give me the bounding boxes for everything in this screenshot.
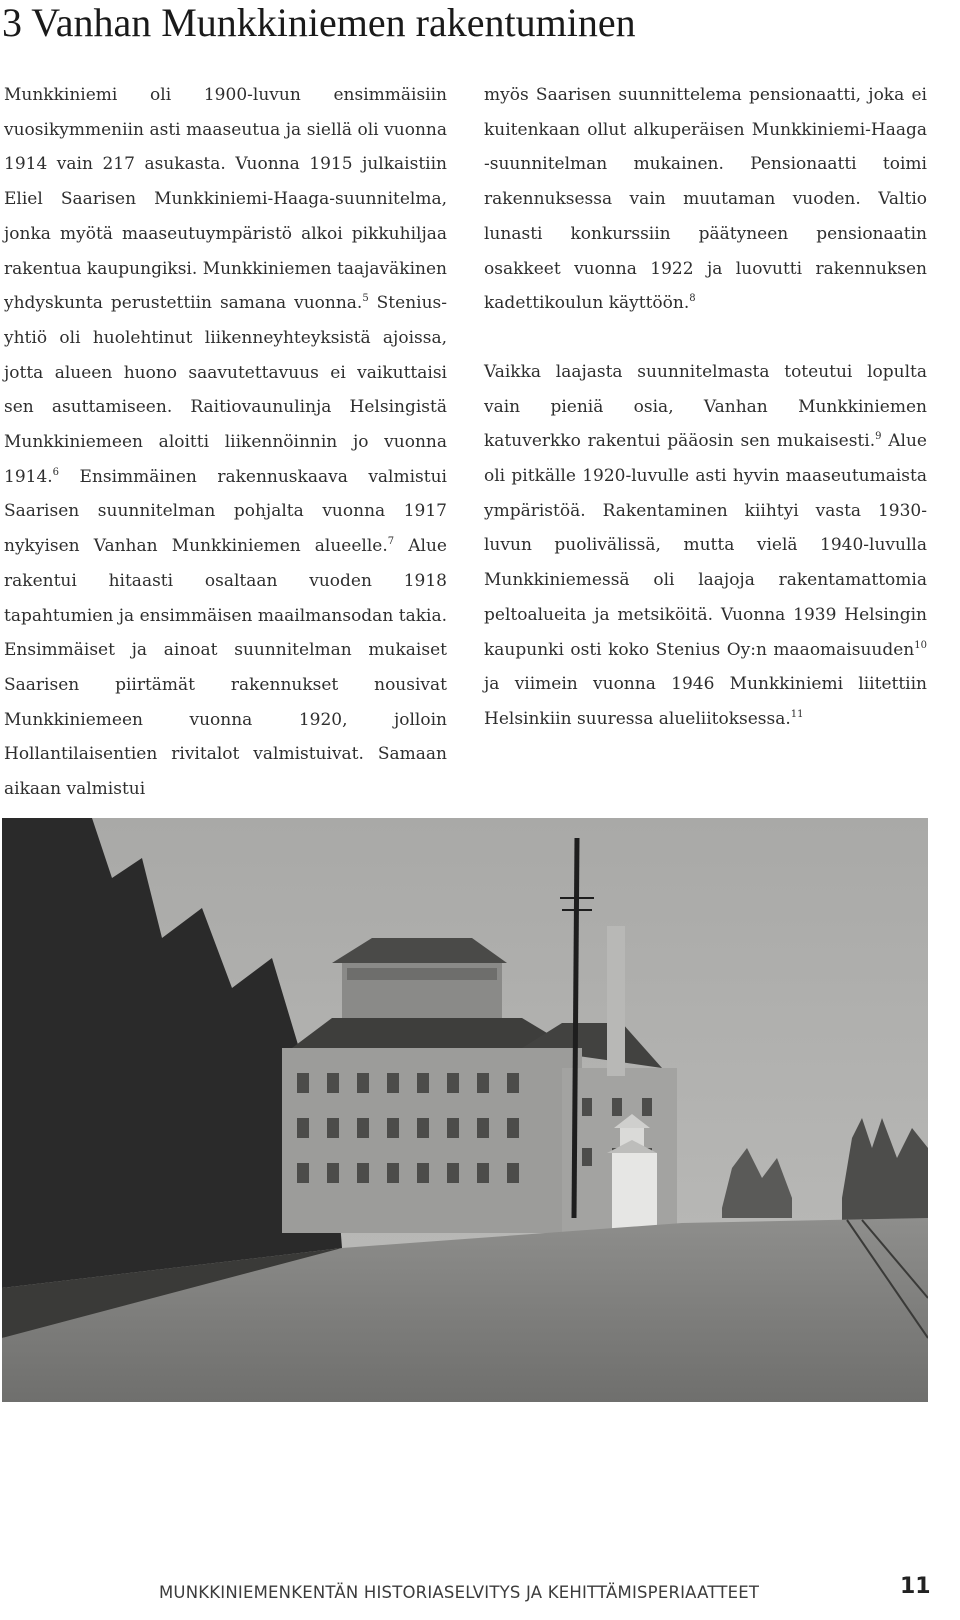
- footnote-ref-6: 6: [52, 466, 60, 478]
- footer-title: MUNKKINIEMENKENTÄN HISTORIASELVITYS JA KEHITTÄMISPERIAATTEET: [159, 1583, 760, 1602]
- footnote-ref-8: 8: [689, 293, 696, 305]
- page-number: 11: [900, 1574, 931, 1599]
- text-run: Alue oli pitkälle 1920-luvulle asti hyvin maaseutumaista ympäristöä. Rakentaminen kiihtyi vasta 1930-luvun puolivälissä, mutta vielä 1940-luvulla Munkkiniemessä oli laajoja rakentamattomia peltoalueita ja metsiköitä. Vuonna 1939 Helsingin kaupunki osti koko Stenius Oy:n maaomaisuuden: [484, 431, 927, 660]
- footnote-ref-10: 10: [914, 639, 927, 651]
- footnote-ref-11: 11: [790, 708, 804, 720]
- right-paragraph-2: [484, 355, 927, 737]
- text-run: Munkkiniemi oli 1900-luvun ensimmäisiin vuosikymmeniin asti maaseutua ja siellä oli vuonna 1914 vain 217 asukasta. Vuonna 1915 julkaistiin Eliel Saarisen Munkkiniemi-Haaga-suunnitelma, jonka myötä maaseutuympäristö alkoi pikkuhiljaa rakentua kaupungiksi. Munkkiniemen taajaväkinen yhdyskunta perustettiin samana vuonna.: [4, 85, 447, 314]
- text-run: Alue rakentui hitaasti osaltaan vuoden 1918 tapahtumien ja ensimmäisen maailmansodan takia. Ensimmäiset ja ainoat suunnitelman mukaiset Saarisen piirtämät rakennukset nousivat Munkkiniemeen vuonna 1920, jolloin Hollantilaisentien rivitalot valmistuivat. Samaan aikaan valmistui: [4, 536, 447, 800]
- text-run: ja viimein vuonna 1946 Munkkiniemi liitettiin Helsinkiin suuressa alueliitoksessa.: [484, 674, 927, 729]
- footnote-ref-9: 9: [875, 431, 882, 443]
- left-text-column: [4, 78, 447, 807]
- footnote-ref-5: 5: [362, 293, 369, 305]
- right-text-column: [484, 78, 927, 737]
- photo-illustration: [2, 818, 928, 1402]
- chapter-title: 3 Vanhan Munkkiniemen rakentuminen: [2, 0, 636, 45]
- right-paragraph-1: [484, 78, 927, 321]
- footnote-ref-7: 7: [387, 536, 395, 548]
- historical-photo: [2, 818, 928, 1402]
- text-run: Ensimmäinen rakennuskaava valmistui Saarisen suunnitelman pohjalta vuonna 1917 nykyisen Vanhan Munkkiniemen alueelle.: [4, 466, 447, 557]
- text-run: Vaikka laajasta suunnitelmasta toteutui lopulta vain pieniä osia, Vanhan Munkkiniemen katuverkko rakentui pääosin sen mukaisesti.: [484, 361, 927, 452]
- text-run: Stenius-yhtiö oli huolehtinut liikenneyhteyksistä ajoissa, jotta alueen huono saavutettavuus ei vaikuttaisi sen asuttamiseen. Raitiovaunulinja Helsingistä Munkkiniemeen aloitti liikennöinnin jo vuonna 1914.: [4, 293, 447, 487]
- left-paragraph: [4, 78, 447, 807]
- text-run: myös Saarisen suunnittelema pensionaatti, joka ei kuitenkaan ollut alkuperäisen Munkkiniemi-Haaga -suunnitelman mukainen. Pensionaatti toimi rakennuksessa vain muutaman vuoden. Valtio lunasti konkurssiin päätyneen pensionaatin osakkeet vuonna 1922 ja luovutti rakennuksen kadettikoulun käyttöön.: [484, 85, 927, 314]
